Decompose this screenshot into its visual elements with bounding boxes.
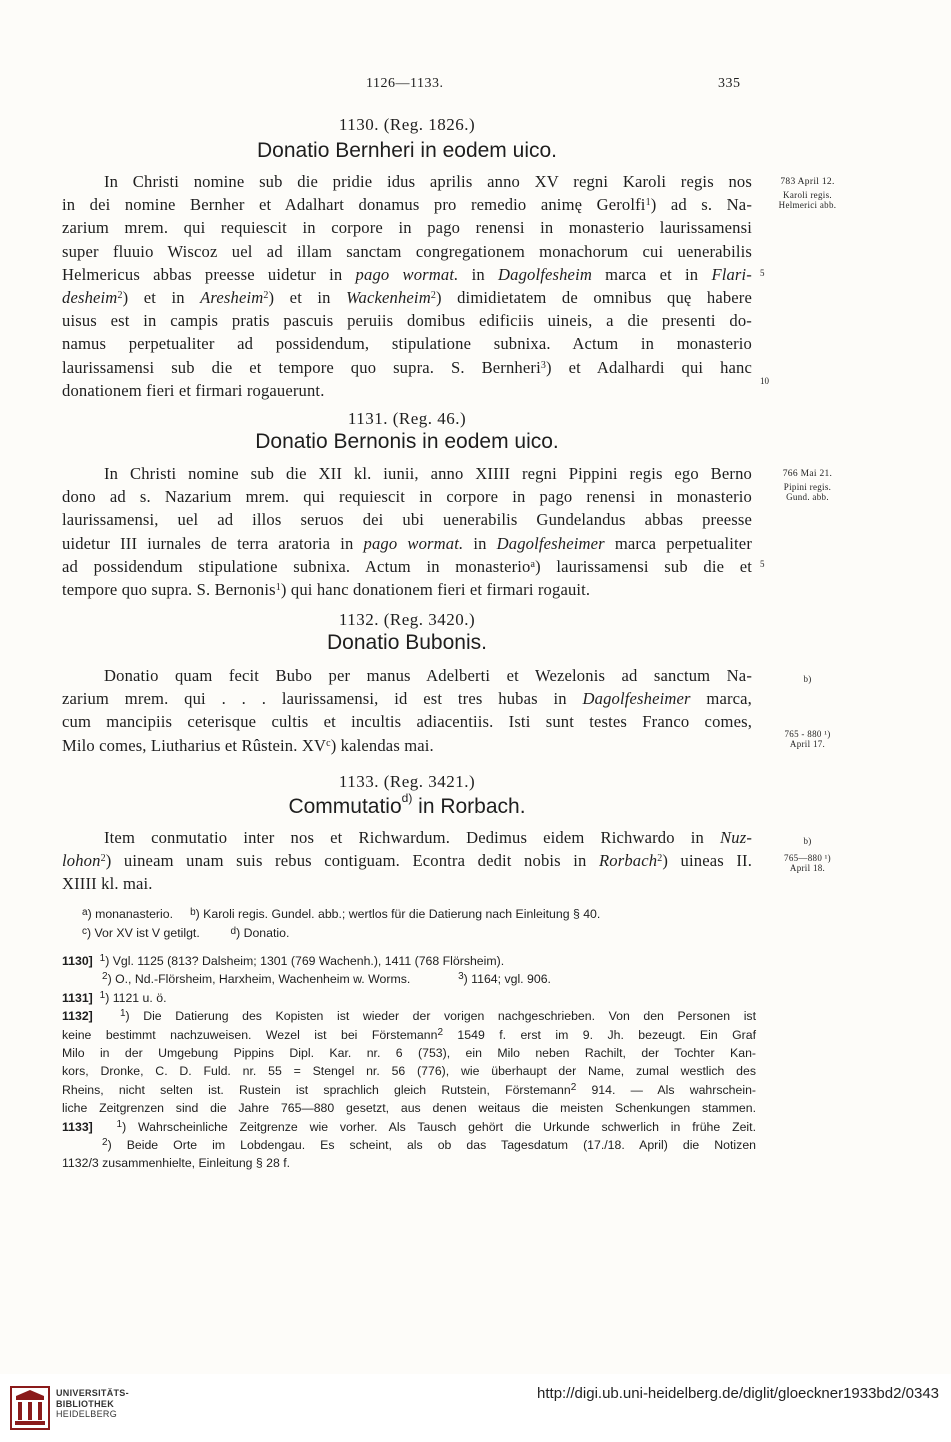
- margin-date: April 17.: [789, 739, 826, 749]
- line-number: 10: [760, 376, 769, 386]
- doc-1132-title: Donatio Bubonis.: [327, 631, 487, 654]
- digitization-footer: [0, 1374, 951, 1442]
- doc-1130-number: 1130. (Reg. 1826.): [338, 115, 476, 134]
- doc-1130-margin: [760, 177, 855, 210]
- margin-note: Gund. abb.: [786, 492, 829, 502]
- margin-note: Helmerici abb.: [778, 200, 837, 210]
- doc-1133-margin: [760, 853, 855, 873]
- doc-1131-number: 1131. (Reg. 46.): [347, 409, 467, 428]
- doc-1133-text: Item conmutatio inter nos et Richwardum. Dedimus eidem Richwardo in Nuz- lohon$^2$) uineam unam suis rebus contiguam. Econtra dedit nobis in Rorbach$^2$) uineas II. XIIII kl. mai.: [62, 828, 752, 894]
- permalink-url[interactable]: http://digi.ub.uni-heidelberg.de/diglit/gloeckner1933bd2/0343: [537, 1385, 939, 1402]
- page-number: 335: [718, 76, 741, 91]
- doc-1132-margin: [760, 729, 855, 749]
- margin-b: b): [803, 836, 812, 846]
- doc-1131-title: Donatio Bernonis in eodem uico.: [255, 430, 559, 453]
- margin-note: Pipini regis.: [783, 482, 832, 492]
- margin-date: 765 - 880 ¹): [784, 729, 831, 739]
- margin-date: 766 Mai 21.: [782, 469, 833, 479]
- doc-1130-text: In Christi nomine sub die pridie idus aprilis anno XV regni Karoli regis nos in dei nomine Bernher et Adalhart donamus pro remedio animę Gerolfi$^1$) ad s. Na- zarium mrem. qui requiescit in corpore in pago renensi in monasterio laurissamensi super fluuio Wiscoz uel ad illam sanctam congregationem monachorum cui uenerabilis Helmericus abbas preesse uidetur in pago wormat. in Dagolfesheim marca et in Flari- desheim$^2$) et in Aresheim$^2$) et in Wackenheim$^2$) dimidietatem de omnibus quę habere uisus est in campis pratis pascuis peruiis domibus edificiis uineis, a die presenti do- namus perpetualiter ad possidendum, stipulatione subnixa. Actum in monasterio laurissamensi sub die et tempore quo supra. S. Bernheri$^3$) et Adalhardi qui hanc donationem fieri et firmari rogauerunt.: [62, 172, 753, 400]
- margin-date: 765—880 ¹): [784, 853, 831, 863]
- margin-date: April 18.: [789, 863, 826, 873]
- doc-1131-text: In Christi nomine sub die XII kl. iunii, anno XIIII regni Pippini regis ego Berno dono ad s. Nazarium mrem. qui requiescit in corpore in pago renensi in monasterio laurissamensi, uel ad illos seruos dei ubi uenerabilis Gundelandus abbas preesse uidetur III iurnales de terra aratoria in pago wormat. in Dagolfesheimer marca perpetualiter ad possidendum stipulatione subnixa. Actum in monasterio$^a$) laurissamensi sub die et tempore quo supra. S. Bernonis$^1$) qui hanc donationem fieri et firmari rogauit.: [62, 464, 752, 599]
- margin-note: Karoli regis.: [783, 190, 832, 200]
- library-name: UNIVERSITÄTS- BIBLIOTHEK HEIDELBERG: [56, 1388, 129, 1419]
- margin-date: 783 April 12.: [780, 177, 835, 187]
- footnotes: 1130] $^1$) Vgl. 1125 (813? Dalsheim; 1301 (769 Wachenh.), 1411 (768 Flörsheim). $^2$) O., Nd.-Flörsheim, Harxheim, Wachenheim w. Worms. $^3$) 1164; vgl. 906. 1131] $^1$) 1121 u. ö. 1132] $^1$) Die Datierung des Kopisten ist wieder der vorigen nachgeschrieben. Von den Personen ist keine bestimmt nachzuweisen. Wezel ist bei Förstemann$^2$ 1549 f. erst im 9. Jh. bezeugt. Ein Graf Milo in der Umgebung Pippins Dipl. Kar. nr. 6 (753), ein Milo neben Rachilt, der Tochter Kan- kors, Dronke, C. D. Fuld. nr. 55 = Stengel nr. 56 (776), wie überhaupt der Name, zumal westlich des Rheins, nicht selten ist. Rustein ist sprachlich gleich Rutstein, Förstemann$^2$ 914. — Als wahrschein- liche Zeitgrenzen sind die Jahre 765—880 gesetzt, aus denen weitaus die meisten Schenkungen stammen. 1133] $^1$) Wahrscheinliche Zeitgrenze wie vorher. Als Tausch gehört die Urkunde schwerlich in frühe Zeit. $^2$) Beide Orte im Lobdengau. Es scheint, als ob das Tagesdatum (17./18. April) die Notizen 1132/3 zusammenhielte, Einleitung § 28 f.: [62, 953, 757, 1171]
- doc-1130-title: Donatio Bernheri in eodem uico.: [256, 139, 557, 162]
- doc-1133-number: 1133. (Reg. 3421.): [338, 772, 476, 791]
- margin-b: b): [803, 674, 812, 684]
- doc-1133-title: Commutatio$^{d)}$ in Rorbach.: [288, 791, 526, 818]
- doc-1132-text: Donatio quam fecit Bubo per manus Adelberti et Wezelonis ad sanctum Na- zarium mrem. qui . . . laurissamensi, id est tres hubas in Dagolfesheimer marca, cum mancipiis ceterisque cultis et incultis adiacentiis. Isti sunt testes Franco comes, Milo comes, Liutharius et Rûstein. $XV^c$) kalendas mai.: [62, 666, 752, 755]
- line-number: 5: [760, 268, 765, 278]
- doc-1132-number: 1132. (Reg. 3420.): [338, 610, 476, 629]
- doc-1131-margin: [760, 469, 855, 502]
- line-number: 5: [760, 559, 765, 569]
- library-logo-icon: [10, 1386, 50, 1430]
- running-head-range: 1126—1133.: [366, 76, 444, 91]
- critical-apparatus: $^a$) monanasterio. $^b$) Karoli regis. Gundel. abb.; wertlos für die Datierung nach Einleitung § 40. $^c$) Vor XV ist V getilgt. $^d$) Donatio.: [82, 907, 601, 940]
